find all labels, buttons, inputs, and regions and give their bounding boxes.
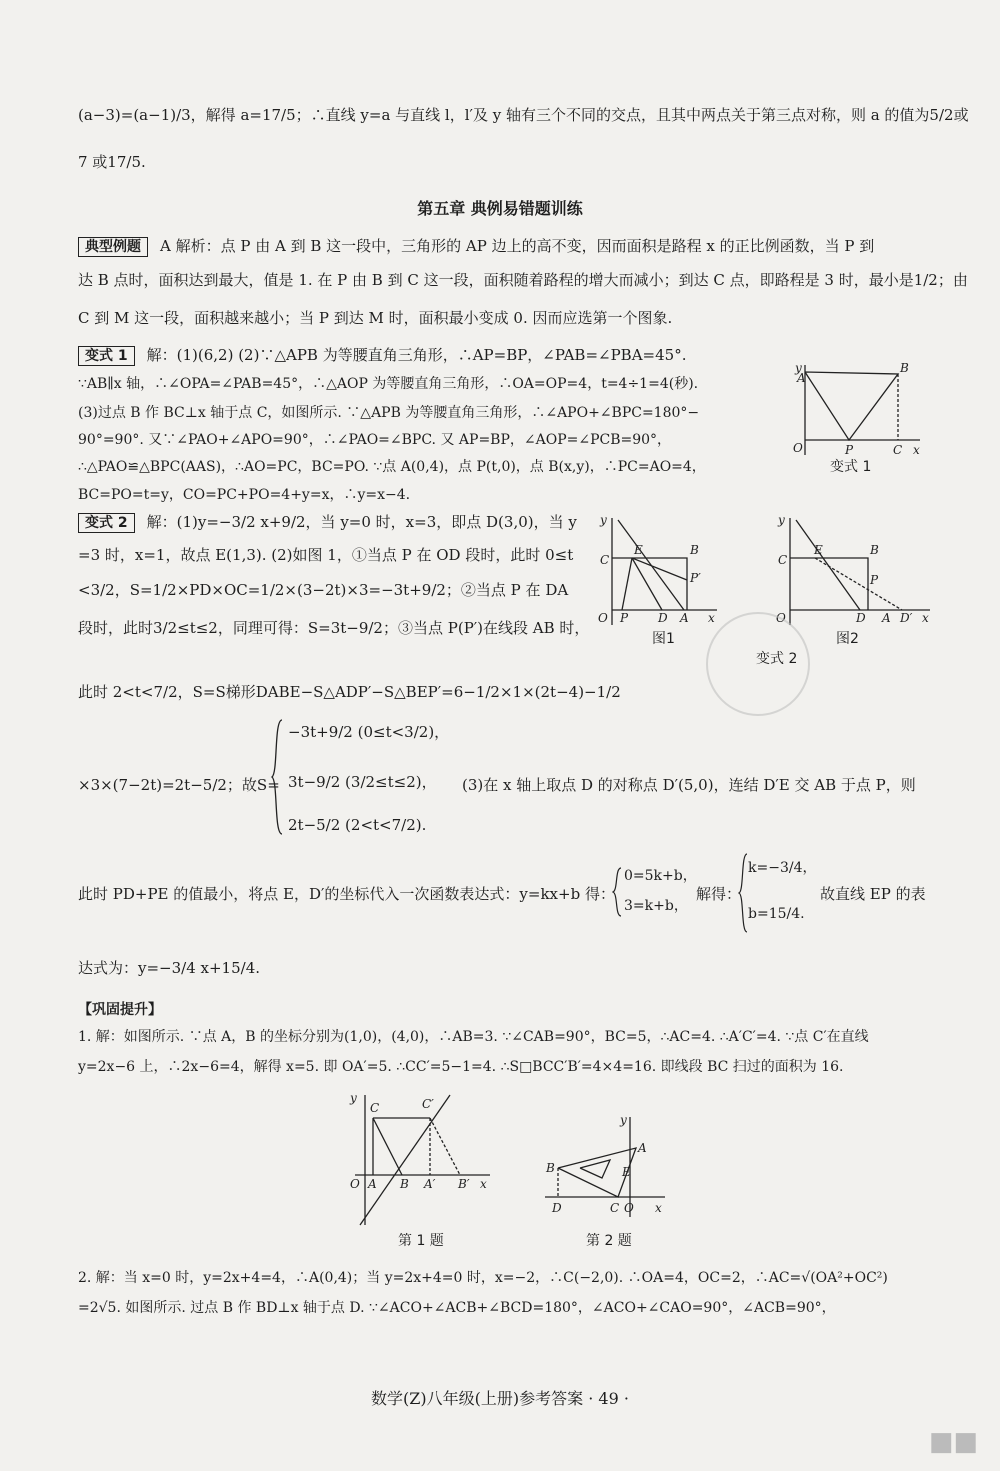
text-line: <3/2，S=1/2×PD×OC=1/2×(3−2t)×3=−3t+9/2；②当点 P 在 DA [78, 581, 569, 599]
page-footer: 数学(Z)八年级(上册)参考答案 · 49 · [371, 1389, 629, 1408]
svg-text:P: P [845, 443, 854, 457]
svg-text:P′: P′ [690, 571, 701, 585]
svg-text:B′: B′ [458, 1177, 470, 1191]
svg-text:O: O [793, 441, 803, 455]
text-line: (3)在 x 轴上取点 D 的对称点 D′(5,0)，连结 D′E 交 AB 于点 P，则 [462, 776, 916, 794]
brace-system2 [738, 852, 748, 934]
svg-text:D′: D′ [900, 611, 913, 625]
caption-variant1: 变式 1 [830, 459, 872, 475]
caption-fig2: 图2 [836, 631, 859, 647]
figure-v2-1 [592, 510, 720, 630]
text-line: (a−3)=(a−1)/3，解得 a=17/5；∴直线 y=a 与直线 l，l′及 y 轴有三个不同的交点，且其中两点关于第三点对称，则 a 的值为5/2或 [78, 106, 969, 124]
system1-eq1: 0=5k+b， [624, 868, 697, 884]
svg-text:D: D [552, 1201, 562, 1215]
svg-text:E: E [814, 543, 823, 557]
svg-text:y: y [778, 513, 785, 527]
svg-text:x: x [913, 443, 920, 457]
svg-text:B: B [546, 1161, 555, 1175]
svg-text:D: D [658, 611, 668, 625]
example-line [78, 236, 926, 257]
svg-text:C: C [370, 1101, 380, 1115]
text-line: ×3×(7−2t)=2t−5/2；故S= [78, 776, 280, 794]
svg-text:A: A [368, 1177, 377, 1191]
svg-text:P: P [620, 611, 629, 625]
brace-system1 [612, 866, 622, 918]
svg-text:A: A [680, 611, 689, 625]
text-line: 此时 PD+PE 的值最小，将点 E，D′的坐标代入一次函数表达式：y=kx+b 得： [78, 885, 615, 903]
text-line: BC=PO=t=y，CO=PC+PO=4+y=x，∴y=x−4. [78, 487, 411, 503]
case-1: −3t+9/2 (0≤t<3/2)， [288, 723, 450, 741]
svg-text:B: B [870, 543, 879, 557]
system2-eq2: b=15/4. [748, 906, 805, 922]
svg-text:A′: A′ [424, 1177, 436, 1191]
text-line: 90°=90°. 又∵∠PAO+∠APO=90°，∴∠PAO=∠BPC. 又 AP=BP，∠AOP=∠PCB=90°， [78, 432, 672, 448]
svg-text:B: B [690, 543, 699, 557]
svg-text:C′: C′ [422, 1097, 434, 1111]
text-line: (3)过点 B 作 BC⊥x 轴于点 C，如图所示. ∵△APB 为等腰直角三角形，∴∠APO+∠BPC=180°− [78, 405, 700, 421]
text-line: 7 或17/5. [78, 153, 146, 171]
svg-text:y: y [600, 513, 607, 527]
figure-v2-2 [770, 510, 935, 630]
chapter-heading: 第五章 典例易错题训练 [417, 199, 583, 218]
text-line: =3 时，x=1，故点 E(1,3). (2)如图 1，①当点 P 在 OD 段时，此时 0≤t [78, 546, 574, 564]
v2-tag: 变式 2 [78, 513, 135, 533]
svg-text:O: O [350, 1177, 360, 1191]
svg-text:C: C [893, 443, 903, 457]
text-line: ∴△PAO≌△BPC(AAS)，∴AO=PC，BC=PO. ∵点 A(0,4)，点 P(t,0)，点 B(x,y)，∴PC=AO=4， [78, 459, 706, 475]
caption-fig1: 图1 [652, 631, 675, 647]
text-line: 1. 解：如图所示. ∵点 A，B 的坐标分别为(1,0)，(4,0)，∴AB=3. ∵∠CAB=90°，BC=5，∴AC=4. ∴A′C′=4. ∵点 C′在直线 [78, 1029, 869, 1045]
figure-q2 [540, 1112, 670, 1222]
text-line: C 到 M 这一段，面积越来越小；当 P 到达 M 时，面积最小变成 0. 因而应选第一个图象. [78, 309, 673, 327]
text-line: 故直线 EP 的表 [820, 885, 926, 903]
case-3: 2t−5/2 (2<t<7/2). [288, 816, 427, 834]
v1-text: 解：(1)(6,2) (2)∵△APB 为等腰直角三角形，∴AP=BP，∠PAB=∠PBA=45°. [146, 346, 687, 364]
svg-text:A: A [638, 1141, 647, 1155]
svg-text:x: x [655, 1201, 662, 1215]
svg-text:A: A [797, 371, 806, 385]
stamp-logo [706, 612, 810, 716]
svg-text:O: O [624, 1201, 634, 1215]
brace-piecewise [270, 718, 284, 836]
watermark-logo: ■■ [928, 1427, 978, 1457]
example-tag: 典型例题 [78, 237, 148, 257]
text-line: 达式为：y=−3/4 x+15/4. [78, 959, 260, 977]
solve-label: 解得： [696, 885, 742, 903]
case-2: 3t−9/2 (3/2≤t≤2)， [288, 773, 437, 791]
svg-text:C: C [610, 1201, 620, 1215]
figure-q1 [340, 1090, 495, 1230]
svg-text:O: O [776, 611, 786, 625]
svg-text:A: A [882, 611, 891, 625]
svg-text:E: E [622, 1165, 631, 1179]
text-line: ∵AB∥x 轴，∴∠OPA=∠PAB=45°，∴△AOP 为等腰直角三角形，∴OA=OP=4，t=4÷1=4(秒). [78, 376, 699, 392]
v2-line [78, 512, 580, 533]
svg-text:y: y [350, 1091, 357, 1105]
svg-text:O: O [598, 611, 608, 625]
svg-text:x: x [922, 611, 929, 625]
example-text: A 解析：点 P 由 A 到 B 这一段中，三角形的 AP 边上的高不变，因而面积是路程 x 的正比例函数，当 P 到 [160, 237, 875, 255]
svg-text:B: B [900, 361, 909, 375]
svg-text:B: B [400, 1177, 409, 1191]
section-consolidate: 【巩固提升】 [78, 1002, 162, 1018]
svg-text:x: x [708, 611, 715, 625]
svg-text:C: C [778, 553, 788, 567]
svg-text:y: y [795, 361, 802, 375]
text-line: =2√5. 如图所示. 过点 B 作 BD⊥x 轴于点 D. ∵∠ACO+∠ACB+∠BCD=180°，∠ACO+∠CAO=90°，∠ACB=90°， [78, 1300, 836, 1316]
system2-eq1: k=−3/4， [748, 860, 817, 876]
v2-text: 解：(1)y=−3/2 x+9/2，当 y=0 时，x=3，即点 D(3,0)，当 y [146, 513, 577, 531]
svg-text:y: y [620, 1113, 627, 1127]
svg-text:P: P [870, 573, 879, 587]
svg-text:E: E [634, 543, 643, 557]
text-line: 此时 2<t<7/2，S=S梯形DABE−S△ADP′−S△BEP′=6−1/2×1×(2t−4)−1/2 [78, 683, 621, 701]
caption-q1: 第 1 题 [398, 1233, 444, 1249]
svg-text:C: C [600, 553, 610, 567]
figure-variant1 [785, 360, 925, 460]
text-line: 达 B 点时，面积达到最大，值是 1. 在 P 由 B 到 C 这一段，面积随着路程的增大而减小；到达 C 点，即路程是 3 时，最小是1/2；由 [78, 271, 968, 289]
caption-variant2: 变式 2 [756, 651, 798, 667]
system1-eq2: 3=k+b， [624, 898, 688, 914]
svg-text:D: D [856, 611, 866, 625]
v1-line [78, 345, 790, 366]
text-line: 2. 解：当 x=0 时，y=2x+4=4，∴A(0,4)；当 y=2x+4=0 时，x=−2，∴C(−2,0). ∴OA=4，OC=2，∴AC=√(OA²+OC²) [78, 1270, 888, 1286]
text-line: 段时，此时3/2≤t≤2，同理可得：S=3t−9/2；③当点 P(P′)在线段 AB 时， [78, 619, 590, 637]
text-line: y=2x−6 上，∴2x−6=4，解得 x=5. 即 OA′=5. ∴CC′=5−1=4. ∴S□BCC′B′=4×4=16. 即线段 BC 扫过的面积为 16. [78, 1059, 844, 1075]
caption-q2: 第 2 题 [586, 1233, 632, 1249]
svg-text:x: x [480, 1177, 487, 1191]
v1-tag: 变式 1 [78, 346, 135, 366]
